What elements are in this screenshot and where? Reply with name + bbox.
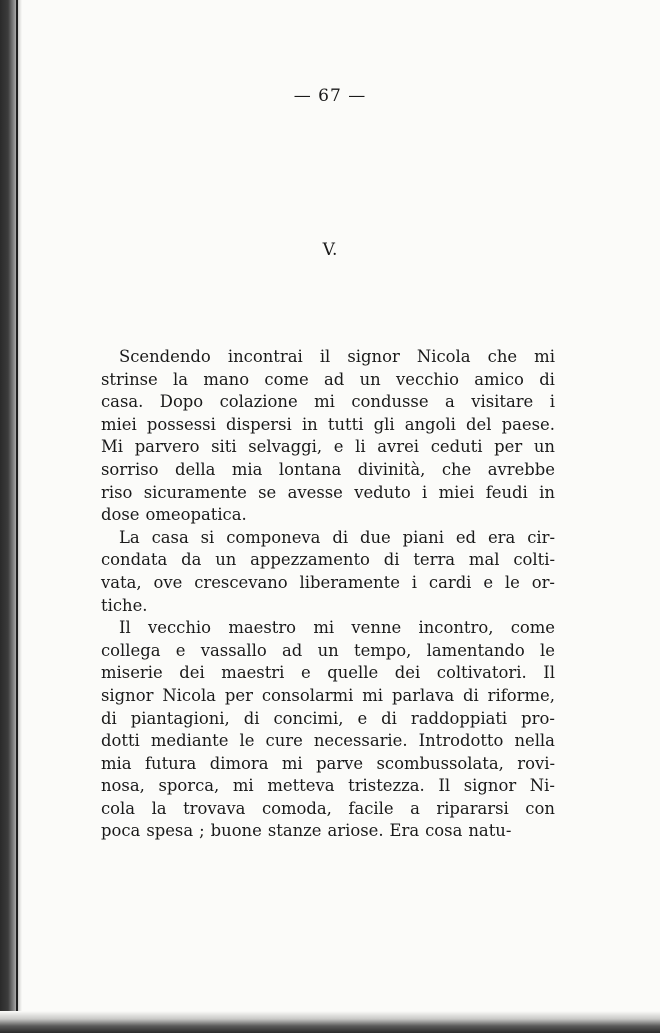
paragraph [101, 346, 555, 527]
text-line: La casa si componeva di due piani ed era cir- [119, 527, 555, 547]
text-line: miserie dei maestri e quelle dei coltivatori. Il [101, 663, 555, 683]
text-line: sorriso della mia lontana divinità, che avrebbe [101, 459, 555, 479]
text-line: tiche. [101, 595, 148, 615]
text-line: signor Nicola per consolarmi mi parlava di riforme, [101, 685, 555, 705]
text-line: collega e vassallo ad un tempo, lamentando le [101, 640, 555, 660]
text-line: casa. Dopo colazione mi condusse a visitare i [101, 392, 555, 412]
text-line: riso sicuramente se avesse veduto i miei feudi in [101, 482, 555, 502]
body-text [101, 346, 555, 843]
book-spine-shadow [0, 0, 22, 1033]
paragraph [101, 527, 555, 617]
page-number: — 67 — [293, 86, 367, 106]
text-line: mia futura dimora mi parve scombussolata, rovi- [101, 753, 555, 773]
text-line: miei possessi dispersi in tutti gli angoli del paese. [101, 414, 555, 434]
text-line: poca spesa ; buone stanze ariose. Era cosa natu- [101, 821, 512, 841]
text-line: Il vecchio maestro mi venne incontro, come [119, 618, 555, 638]
text-line: cola la trovava comoda, facile a ripararsi con [101, 798, 555, 818]
text-line: Scendendo incontrai il signor Nicola che mi [119, 347, 555, 366]
text-line: condata da un appezzamento di terra mal colti- [101, 550, 555, 570]
page-bottom-edge [0, 1011, 660, 1033]
text-line: vata, ove crescevano liberamente i cardi e le or- [101, 572, 555, 592]
page-edge-line [16, 0, 18, 1033]
chapter-heading: V. [322, 240, 338, 260]
text-line: dose omeopatica. [101, 505, 247, 525]
text-line: di piantagioni, di concimi, e di raddoppiati pro- [101, 708, 555, 728]
text-line: Mi parvero siti selvaggi, e li avrei ceduti per un [101, 437, 555, 457]
text-line: nosa, sporca, mi metteva tristezza. Il signor Ni- [101, 776, 555, 796]
paragraph [101, 617, 555, 843]
text-line: dotti mediante le cure necessarie. Introdotto nella [101, 731, 555, 751]
text-line: strinse la mano come ad un vecchio amico di [101, 369, 555, 389]
